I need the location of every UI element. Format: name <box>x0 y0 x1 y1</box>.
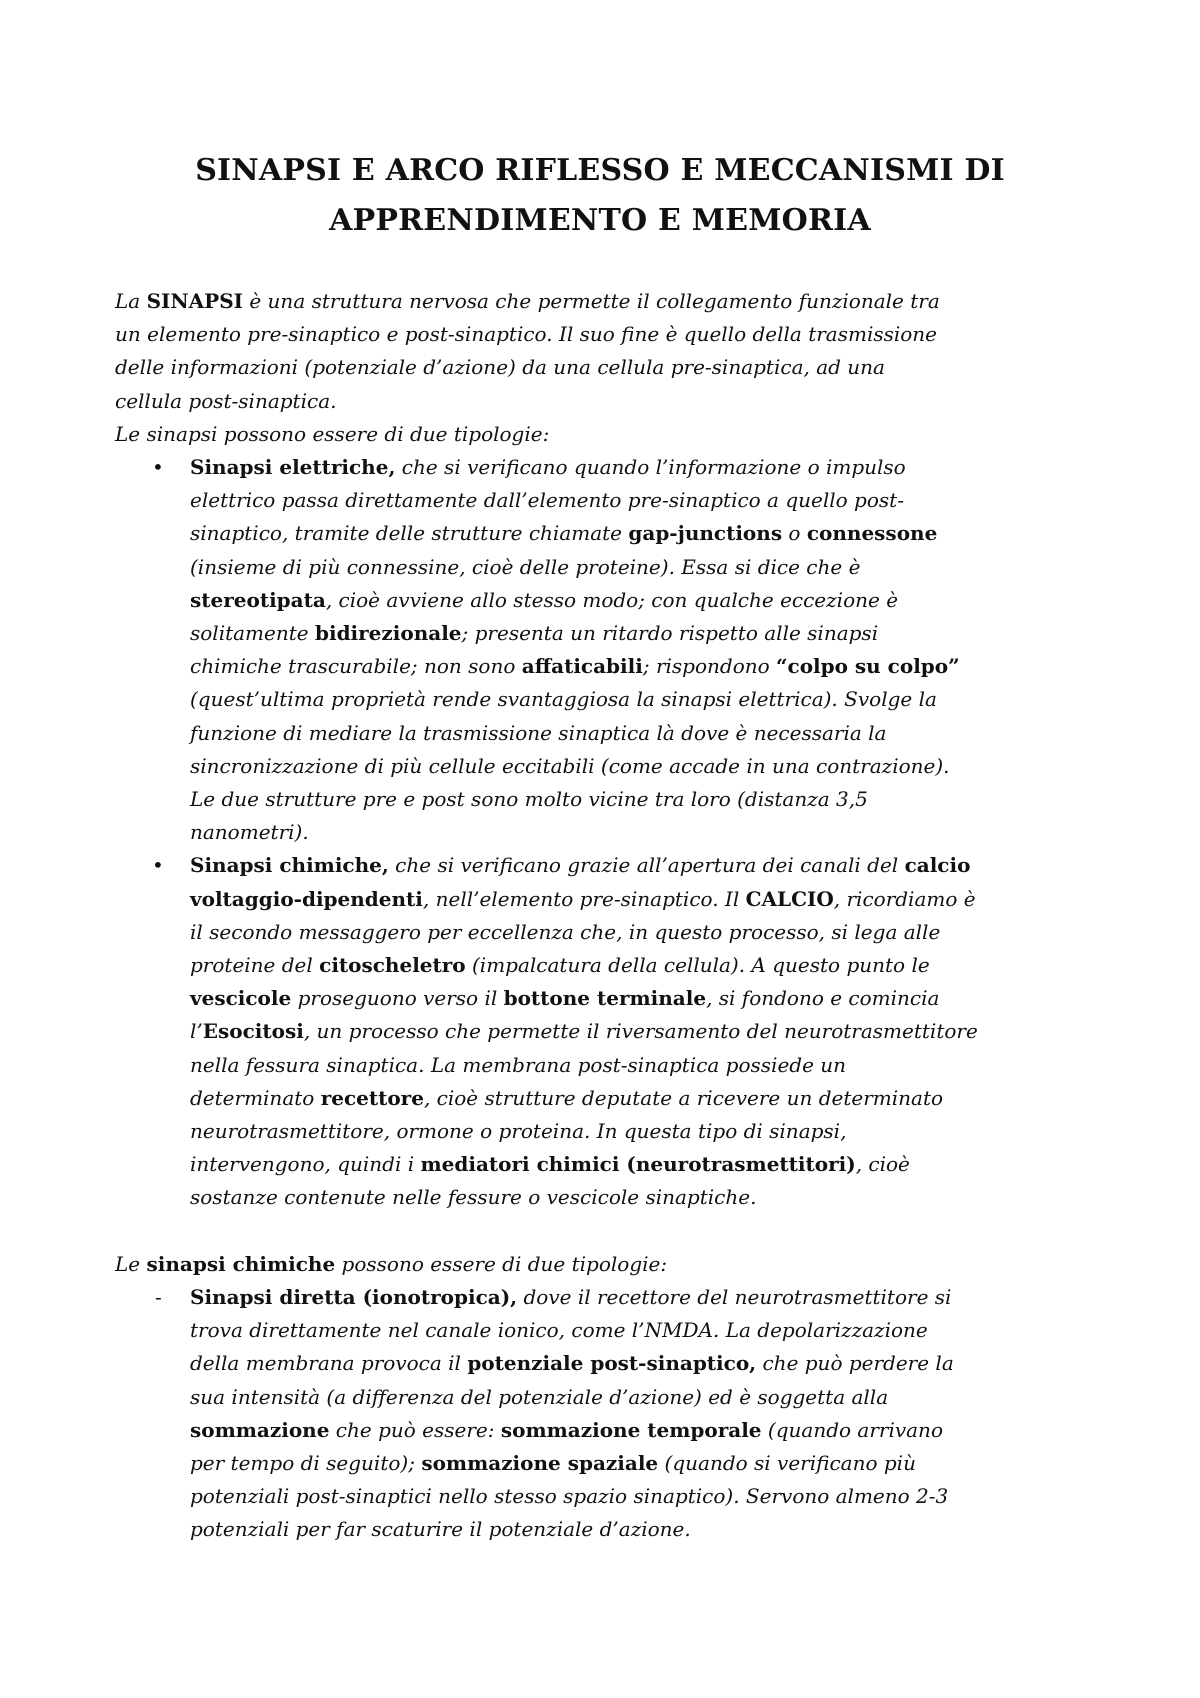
bullet-icon: • <box>152 455 164 480</box>
text-line: nella fessura sinaptica. La membrana post-sinaptica possiede un <box>190 1052 847 1077</box>
text-line <box>190 1148 1115 1181</box>
text-line: , un processo che permette il riversamento del neurotrasmettitore <box>303 1019 978 1044</box>
title-line-2: APPRENDIMENTO E MEMORIA <box>329 203 871 238</box>
text-line: potenziali post-sinaptici nello stesso spazio sinaptico). Servono almeno 2-3 <box>190 1484 949 1509</box>
text-line <box>190 883 1115 916</box>
text-line: , nell’elemento pre-sinaptico. Il <box>422 886 746 911</box>
text-line <box>190 1015 1115 1048</box>
text-line: che si verificano quando l’informazione o impulso <box>395 455 906 480</box>
text-line: solitamente <box>190 621 315 646</box>
list-item-sinapsi-elettriche <box>115 451 1115 849</box>
text-line: (insieme di più connessine, cioè delle proteine). Essa si dice che è <box>190 554 861 579</box>
bold-text: Esocitosi <box>202 1019 304 1044</box>
text-line <box>190 617 1115 650</box>
text-line: nanometri). <box>190 820 309 845</box>
text-line: (impalcatura della cellula). A questo punto le <box>465 953 930 978</box>
bold-text: connessone <box>806 521 938 546</box>
document-body <box>115 285 1115 1547</box>
text-line: intervengono, quindi i <box>190 1152 421 1177</box>
text-line: proteine del <box>190 953 320 978</box>
text-line: , cioè <box>855 1152 910 1177</box>
bold-text: Sinapsi chimiche, <box>190 853 389 878</box>
bullet-icon: • <box>152 853 164 878</box>
text-line: neurotrasmettitore, ormone o proteina. In questa tipo di sinapsi, <box>190 1119 847 1144</box>
text-line <box>190 849 1115 882</box>
text-line: , si fondono e comincia <box>706 986 940 1011</box>
dash-icon: - <box>155 1284 162 1309</box>
text-line: (quest’ultima proprietà rende svantaggiosa la sinapsi elettrica). Svolge la <box>190 687 937 712</box>
text-line: Le <box>115 1251 147 1276</box>
text-line: La <box>115 289 147 313</box>
bold-text: bidirezionale <box>314 621 462 646</box>
bold-text: sinapsi chimiche <box>146 1251 336 1276</box>
text-line: che si verificano grazie all’apertura dei canali del <box>388 853 905 878</box>
list-item-sinapsi-diretta <box>115 1281 1115 1547</box>
text-line: l’ <box>190 1019 203 1044</box>
bold-text: bottone terminale <box>503 986 707 1011</box>
text-line: ; rispondono <box>642 654 777 679</box>
intro-line-4: cellula post-sinaptica. <box>115 388 337 413</box>
text-line <box>190 650 1115 683</box>
text-line <box>190 1347 1115 1380</box>
bold-text: calcio <box>904 853 971 878</box>
text-line: sincronizzazione di più cellule eccitabili (come accade in una contrazione). <box>190 753 950 778</box>
text-line <box>190 982 1115 1015</box>
text-line <box>190 517 1115 550</box>
bold-text: SINAPSI <box>146 289 243 313</box>
intro-line-3: delle informazioni (potenziale d’azione) da una cellula pre-sinaptica, ad una <box>115 355 885 380</box>
text-line <box>190 584 1115 617</box>
text-line: sostanze contenute nelle fessure o vescicole sinaptiche. <box>190 1185 757 1210</box>
bold-text: recettore <box>320 1085 424 1110</box>
paragraph-spacer <box>115 1215 1115 1248</box>
text-line: il secondo messaggero per eccellenza che, in questo processo, si lega alle <box>190 919 941 944</box>
bold-text: voltaggio-dipendenti <box>190 886 423 911</box>
text-line: che può essere: <box>329 1417 501 1442</box>
page-title <box>0 146 1200 246</box>
text-line <box>190 949 1115 982</box>
bold-text: gap-junctions <box>628 521 783 546</box>
text-line: Le due strutture pre e post sono molto vicine tra loro (distanza 3,5 <box>190 787 868 812</box>
text-line: è una struttura nervosa che permette il collegamento funzionale tra <box>243 289 940 313</box>
second-intro-line <box>115 1248 1115 1281</box>
text-line: (quando arrivano <box>761 1417 943 1442</box>
text-line <box>190 451 1115 484</box>
bold-text: sommazione spaziale <box>421 1450 659 1475</box>
intro-line-5: Le sinapsi possono essere di due tipologie: <box>115 421 550 446</box>
text-line: determinato <box>190 1085 321 1110</box>
bold-text: Sinapsi diretta (ionotropica), <box>190 1284 518 1309</box>
bold-text: Sinapsi elettriche, <box>190 455 396 480</box>
intro-line-1 <box>115 285 1115 318</box>
bold-text: mediatori chimici (neurotrasmettitori) <box>420 1152 856 1177</box>
text-line: della membrana provoca il <box>190 1351 468 1376</box>
text-line: che può perdere la <box>756 1351 954 1376</box>
text-line: possono essere di due tipologie: <box>335 1251 668 1276</box>
bold-text: “colpo su colpo” <box>776 654 960 679</box>
text-line: , ricordiamo è <box>833 886 976 911</box>
intro-line-2: un elemento pre-sinaptico e post-sinaptico. Il suo fine è quello della trasmissione <box>115 322 938 347</box>
text-line: o <box>782 521 807 546</box>
text-line <box>190 1447 1115 1480</box>
bold-text: stereotipata <box>190 587 326 612</box>
text-line: proseguono verso il <box>291 986 504 1011</box>
bold-text: vescicole <box>190 986 292 1011</box>
bold-text: sommazione <box>190 1417 330 1442</box>
text-line: funzione di mediare la trasmissione sinaptica là dove è necessaria la <box>190 720 887 745</box>
text-line: potenziali per far scaturire il potenziale d’azione. <box>190 1517 691 1542</box>
list-item-sinapsi-chimiche <box>115 849 1115 1214</box>
text-line: elettrico passa direttamente dall’elemento pre-sinaptico a quello post- <box>190 488 904 513</box>
text-line: dove il recettore del neurotrasmettitore si <box>517 1284 952 1309</box>
intro-paragraph <box>115 285 1115 451</box>
text-line: , cioè avviene allo stesso modo; con qualche eccezione è <box>325 587 899 612</box>
bold-text: potenziale post-sinaptico, <box>467 1351 757 1376</box>
text-line: trova direttamente nel canale ionico, come l’NMDA. La depolarizzazione <box>190 1318 928 1343</box>
text-line <box>190 1414 1115 1447</box>
bold-text: affaticabili <box>521 654 643 679</box>
text-line: sinaptico, tramite delle strutture chiamate <box>190 521 629 546</box>
text-line: ; presenta un ritardo rispetto alle sinapsi <box>461 621 879 646</box>
text-line: sua intensità (a differenza del potenziale d’azione) ed è soggetta alla <box>190 1384 889 1409</box>
text-line: chimiche trascurabile; non sono <box>190 654 522 679</box>
title-line-1: SINAPSI E ARCO RIFLESSO E MECCANISMI DI <box>195 153 1005 188</box>
text-line: (quando si verificano più <box>658 1450 916 1475</box>
text-line: per tempo di seguito); <box>190 1450 422 1475</box>
text-line <box>190 1082 1115 1115</box>
bold-text: sommazione temporale <box>500 1417 762 1442</box>
bold-text: CALCIO <box>745 886 834 911</box>
text-line <box>190 1281 1115 1314</box>
bold-text: citoscheletro <box>319 953 466 978</box>
text-line: , cioè strutture deputate a ricevere un determinato <box>423 1085 944 1110</box>
